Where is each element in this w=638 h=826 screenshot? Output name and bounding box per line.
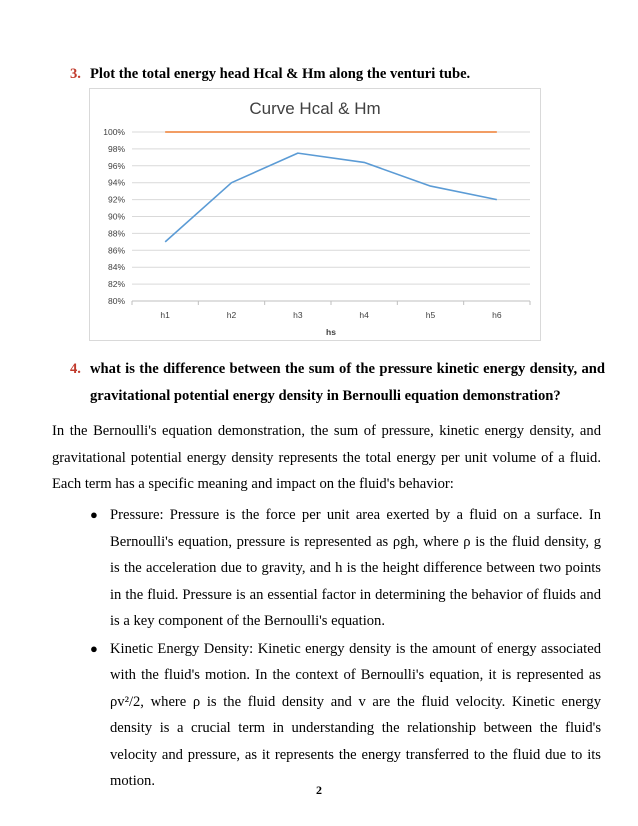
question-4-heading (70, 356, 605, 410)
y-tick-label: 94% (107, 177, 125, 188)
x-tick-label: h1 (160, 310, 170, 320)
y-tick-label: 88% (107, 228, 125, 239)
page-number: 2 (316, 783, 322, 797)
y-tick-label: 98% (107, 143, 125, 154)
y-tick-label: 96% (107, 160, 125, 171)
chart-svg (90, 89, 540, 340)
y-tick-label: 86% (107, 245, 125, 256)
bullet-item-pressure (88, 502, 601, 635)
y-tick-label: 92% (107, 194, 125, 205)
y-tick-label: 100% (103, 127, 125, 137)
y-tick-label: 84% (107, 262, 125, 273)
bullet-item-kinetic-energy (88, 636, 601, 795)
y-tick-label: 82% (107, 279, 125, 290)
y-tick-label: 80% (107, 296, 125, 306)
question-3-heading (70, 61, 610, 88)
bullet-text: Kinetic Energy Density: Kinetic energy density is the amount of energy associated with the fluid's motion. In the context of Bernoulli's equation, it is represented as ρv²/2, where ρ is the fluid density and v are the fluid velocity. Kinetic energy density is a crucial term in understanding the relationship between the fluid's velocity and pressure, as it represents the energy transferred to the fluid due to its motion. (110, 640, 601, 789)
intro-paragraph: In the Bernoulli's equation demonstration, the sum of pressure, kinetic energy density, and gravitational potential energy density represents the total energy per unit volume of a fluid. Each term has a specific meaning and impact on the fluid's behavior: (52, 423, 601, 492)
bullet-icon: ● (90, 640, 98, 656)
bullet-text: Pressure: Pressure is the force per unit area exerted by a fluid on a surface. In Bernoulli's equation, pressure is represented as ρgh, where ρ is the fluid density, g is the acceleration due to gravity, and h is the height difference between two points in the fluid. Pressure is an essential factor in determining the behavior of fluids and is a key component of the Bernoulli's equation. (110, 507, 601, 629)
x-axis-label: hs (326, 327, 336, 337)
x-tick-label: h3 (293, 310, 303, 320)
chart-title: Curve Hcal & Hm (249, 99, 381, 118)
bullet-icon: ● (90, 507, 98, 522)
x-tick-label: h2 (226, 310, 237, 320)
energy-head-chart (89, 88, 541, 341)
series-line-1 (165, 153, 497, 242)
bullet-list (88, 502, 601, 796)
question-4-text: what is the difference between the sum of the pressure kinetic energy density, and gravitational potential energy density in Bernoulli equation demonstration? (90, 361, 605, 404)
question-3-number: 3. (70, 66, 81, 82)
question-3-text: Plot the total energy head Hcal & Hm along the venturi tube. (90, 66, 471, 82)
x-tick-label: h5 (425, 310, 436, 320)
x-tick-label: h6 (492, 310, 502, 320)
y-tick-label: 90% (107, 211, 125, 222)
x-tick-label: h4 (359, 310, 369, 320)
question-4-number: 4. (70, 361, 81, 377)
